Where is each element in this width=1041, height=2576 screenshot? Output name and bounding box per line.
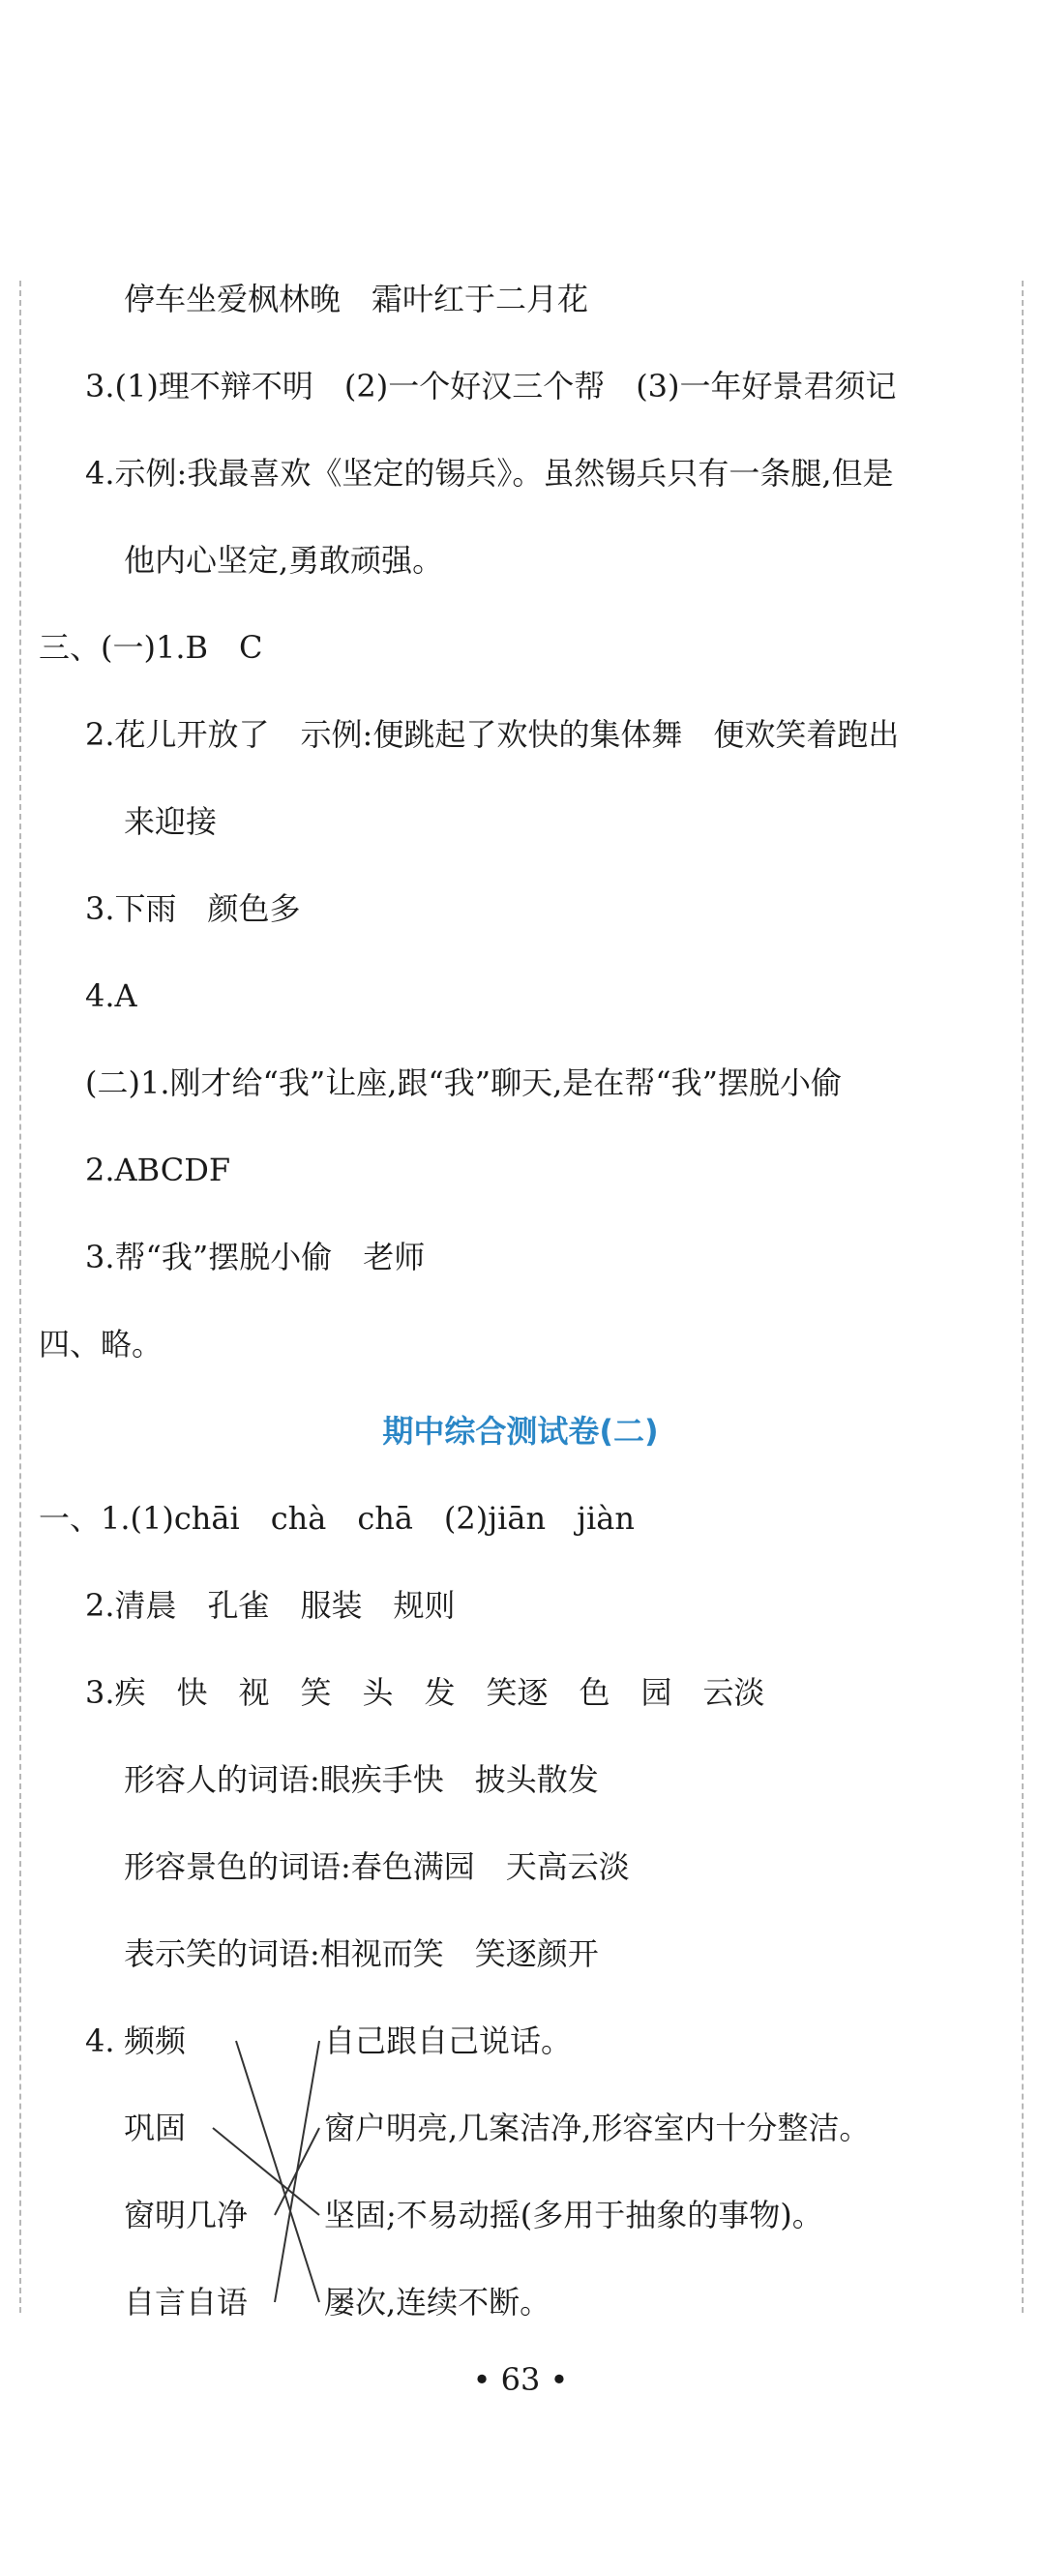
- connector-line: [213, 2128, 319, 2215]
- matching-right-item: 屡次,连续不断。: [324, 2284, 551, 2321]
- answer-describe-laugh: 表示笑的词语:相视而笑 笑逐颜开: [124, 1935, 599, 1972]
- answer-words-2: 2.清晨 孔雀 服装 规则: [85, 1587, 456, 1624]
- answer-line-poem: 停车坐爱枫林晚 霜叶红于二月花: [124, 281, 589, 317]
- matching-right-item: 坚固;不易动摇(多用于抽象的事物)。: [324, 2197, 823, 2233]
- connector-line: [275, 2041, 319, 2302]
- answer-describe-scenery: 形容景色的词语:春色满园 天高云淡: [124, 1848, 630, 1885]
- connector-line: [236, 2041, 319, 2302]
- matching-left-item: 窗明几净: [124, 2197, 249, 2233]
- matching-left-item: 频频: [124, 2022, 187, 2059]
- answer-part-two-line-3: 3.帮“我”摆脱小偷 老师: [85, 1239, 426, 1275]
- answer-describe-people: 形容人的词语:眼疾手快 披头散发: [124, 1761, 599, 1798]
- answer-line-3: 3.(1)理不辩不明 (2)一个好汉三个帮 (3)一年好景君须记: [85, 368, 897, 404]
- matching-right-item: 自己跟自己说话。: [324, 2022, 573, 2059]
- answer-line-4-cont: 他内心坚定,勇敢顽强。: [124, 542, 444, 579]
- answer-line-4b: 4.A: [85, 977, 137, 1014]
- answer-words-3: 3.疾 快 视 笑 头 发 笑逐 色 园 云淡: [85, 1674, 765, 1711]
- answer-line-2-cont: 来迎接: [124, 803, 218, 840]
- answer-line-2: 2.花儿开放了 示例:便跳起了欢快的集体舞 便欢笑着跑出: [85, 716, 900, 753]
- section-title: 期中综合测试卷(二): [382, 1413, 659, 1450]
- answer-line-3b: 3.下雨 颜色多: [85, 890, 301, 927]
- matching-prefix: 4.: [85, 2022, 115, 2059]
- answer-section-four: 四、略。: [39, 1326, 164, 1363]
- answer-part-two-line-2: 2.ABCDF: [85, 1152, 231, 1188]
- matching-right-item: 窗户明亮,几案洁净,形容室内十分整洁。: [324, 2110, 871, 2146]
- answer-section-one: 一、1.(1)chāi chà chā (2)jiān jiàn: [39, 1500, 635, 1537]
- answer-section-three: 三、(一)1.B C: [39, 629, 263, 666]
- answer-line-4: 4.示例:我最喜欢《坚定的锡兵》。虽然锡兵只有一条腿,但是: [85, 455, 894, 492]
- matching-left-item: 巩固: [124, 2110, 187, 2146]
- matching-left-item: 自言自语: [124, 2284, 249, 2321]
- page-number: • 63 •: [472, 2361, 569, 2398]
- answer-part-two-line-1: (二)1.刚才给“我”让座,跟“我”聊天,是在帮“我”摆脱小偷: [85, 1064, 843, 1101]
